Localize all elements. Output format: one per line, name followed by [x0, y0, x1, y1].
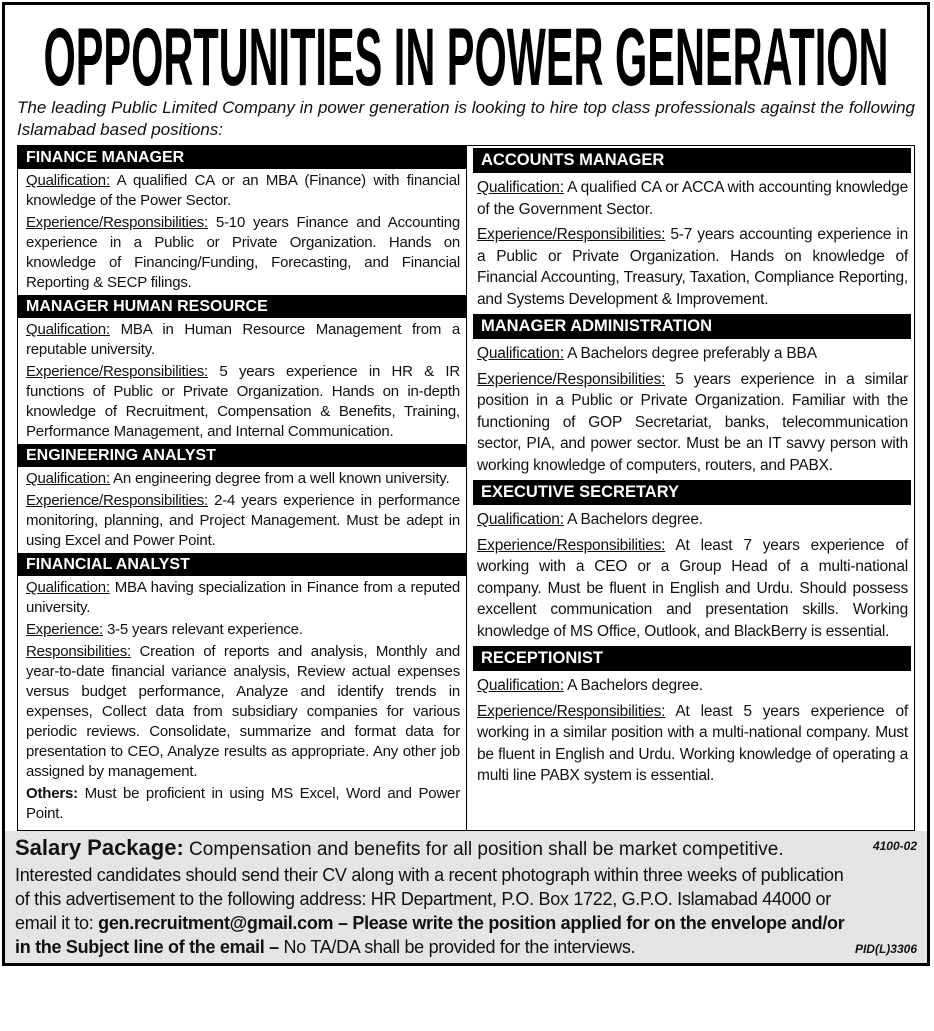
job-title: RECEPTIONIST: [473, 646, 911, 671]
field-label: Experience/Responsibilities:: [477, 702, 666, 720]
field-text: A qualified CA or ACCA with accounting knowledge of the Government Sector.: [477, 179, 908, 218]
job-paragraph: [467, 224, 914, 310]
salary-package: [15, 835, 784, 863]
apply-end: No TA/DA shall be provided for the interviews.: [278, 937, 636, 957]
job-paragraph: [18, 578, 466, 618]
job-paragraph: [18, 784, 466, 824]
field-text: 2-4 years experience in performance monitoring, planning, and Project Management. Must be adept in using Excel and Power Point.: [26, 492, 460, 549]
field-label: Experience/Responsibilities:: [477, 536, 666, 554]
job-paragraph: [18, 491, 466, 551]
field-text: At least 5 years experience of working in a similar position with a multi-national company. Must be fluent in English and Urdu. Working knowledge of operating a multi line PABX system is essential.: [477, 702, 908, 784]
apply-instructions: [15, 863, 847, 959]
field-text: A Bachelors degree.: [563, 677, 703, 694]
job-paragraph: [18, 320, 466, 360]
positions-box: [17, 145, 915, 831]
ref-code: 4100-02: [872, 839, 917, 853]
job-paragraph: [467, 535, 914, 643]
field-label: Experience/Responsibilities:: [477, 226, 666, 243]
salary-row: [15, 835, 917, 863]
left-column: [18, 146, 466, 830]
field-label: Experience:: [26, 621, 104, 638]
job-section: [467, 646, 914, 787]
field-label: Qualification:: [477, 345, 564, 362]
job-title: FINANCIAL ANALYST: [18, 553, 466, 576]
field-text: A Bachelors degree.: [563, 511, 703, 528]
field-text: Must be proficient in using MS Excel, Word and Power Point.: [26, 785, 460, 822]
field-text: MBA having specialization in Finance from a reputed university.: [26, 579, 460, 616]
field-label: Qualification:: [26, 470, 110, 487]
intro-text: The leading Public Limited Company in power generation is looking to hire top class professionals against the following Islamabad based positions:: [17, 98, 915, 139]
apply-row: [15, 863, 917, 959]
job-title: FINANCE MANAGER: [18, 146, 466, 169]
field-label: Responsibilities:: [26, 643, 131, 660]
field-label: Others:: [26, 785, 78, 802]
field-label: Qualification:: [26, 579, 110, 596]
salary-text: Compensation and benefits for all position shall be market competitive.: [183, 839, 784, 860]
job-section: [467, 480, 914, 642]
job-section: [467, 314, 914, 476]
field-label: Qualification:: [26, 172, 110, 189]
field-label: Qualification:: [26, 321, 110, 338]
field-label: Experience/Responsibilities:: [26, 492, 208, 509]
right-column: [466, 146, 914, 830]
job-paragraph: [467, 369, 914, 477]
field-label: Qualification:: [477, 677, 564, 694]
email-link[interactable]: gen.recruitment@gmail.com: [98, 913, 334, 933]
field-text: Creation of reports and analysis, Monthly and year-to-date financial variance analysis, Review actual expenses versus budget performance, Analyze and identify trends in expenses, Collect data from subsidiary companies for various periodic reviews. Consolidate, summarize and format data for presentation to CEO, Analyze results as appropriate. Any other job assigned by management.: [26, 643, 460, 780]
field-text: MBA in Human Resource Management from a reputable university.: [26, 321, 460, 358]
apply-text: Interested candidates should send their CV along with a recent photograph within three weeks of publication of this advertisement to the following address: HR Department, P.O. Box 1722, G.P.O. Islamabad 44000 or email it to:: [15, 865, 844, 933]
field-text: 3-5 years relevant experience.: [103, 621, 303, 638]
field-text: At least 7 years experience of working with a CEO or a Group Head of a multi-national company. Must be fluent in English and Urdu. Should possess excellent communication and presentation skills. Working knowledge of MS Office, Outlook, and BlackBerry is essential.: [477, 536, 908, 640]
job-paragraph: [467, 509, 914, 531]
job-section: [18, 146, 466, 293]
ad-title: [5, 5, 927, 97]
job-paragraph: [467, 177, 914, 220]
field-text: 5-7 years accounting experience in a Public or Private Organization. Hands on knowledge of Financial Accounting, Treasury, Taxation, Compliance Reporting, and Systems Development & Improvement.: [477, 226, 908, 308]
footer-section: [5, 831, 927, 963]
salary-label: Salary Package:: [15, 835, 184, 860]
field-label: Experience/Responsibilities:: [26, 363, 208, 380]
job-title: ENGINEERING ANALYST: [18, 444, 466, 467]
job-title: EXECUTIVE SECRETARY: [473, 480, 911, 505]
job-paragraph: [467, 701, 914, 787]
job-section: [18, 444, 466, 551]
job-paragraph: [18, 362, 466, 442]
job-paragraph: [18, 213, 466, 293]
apply-note: – Please write the position applied for on the envelope and/or in the Subject line of the email –: [15, 913, 845, 957]
field-label: Experience/Responsibilities:: [26, 214, 208, 231]
job-paragraph: [467, 343, 914, 365]
ad-title-text: OPPORTUNITIES IN POWER GENERATION: [43, 12, 889, 97]
job-title: MANAGER HUMAN RESOURCE: [18, 295, 466, 318]
field-label: Qualification:: [477, 179, 564, 196]
field-label: Qualification:: [477, 511, 564, 528]
job-section: [18, 295, 466, 442]
field-text: A qualified CA or an MBA (Finance) with financial knowledge of the Power Sector.: [26, 172, 460, 209]
field-text: 5 years experience in HR & IR functions of Public or Private Organization. Hands on in-depth knowledge of Recruitment, Compensation & Benefits, Training, Performance Management, and Internal Communication.: [26, 363, 460, 440]
job-paragraph: [467, 675, 914, 697]
job-section: [467, 148, 914, 310]
job-title: MANAGER ADMINISTRATION: [473, 314, 911, 339]
field-text: 5 years experience in a similar position in a Public or Private Organization. Familiar with the functioning of GOP Secretariat, banks, telecommunication sector, PIA, and power sector. Must be an IT savvy person with working knowledge of computers, routers, and PABX.: [477, 370, 908, 474]
field-text: An engineering degree from a well known university.: [109, 470, 450, 487]
field-label: Experience/Responsibilities:: [477, 370, 666, 388]
job-section: [18, 553, 466, 824]
ad-page: [2, 2, 930, 966]
field-text: A Bachelors degree preferably a BBA: [563, 345, 817, 362]
job-paragraph: [18, 620, 466, 640]
job-paragraph: [18, 171, 466, 211]
job-title: ACCOUNTS MANAGER: [473, 148, 911, 173]
field-text: 5-10 years Finance and Accounting experience in a Public or Private Organization. Hands on knowledge of Financing/Funding, Forecasting, and Financial Reporting & SECP filings.: [26, 214, 460, 291]
job-paragraph: [18, 642, 466, 782]
job-paragraph: [18, 469, 466, 489]
pid-code: PID(L)3306: [854, 942, 917, 956]
